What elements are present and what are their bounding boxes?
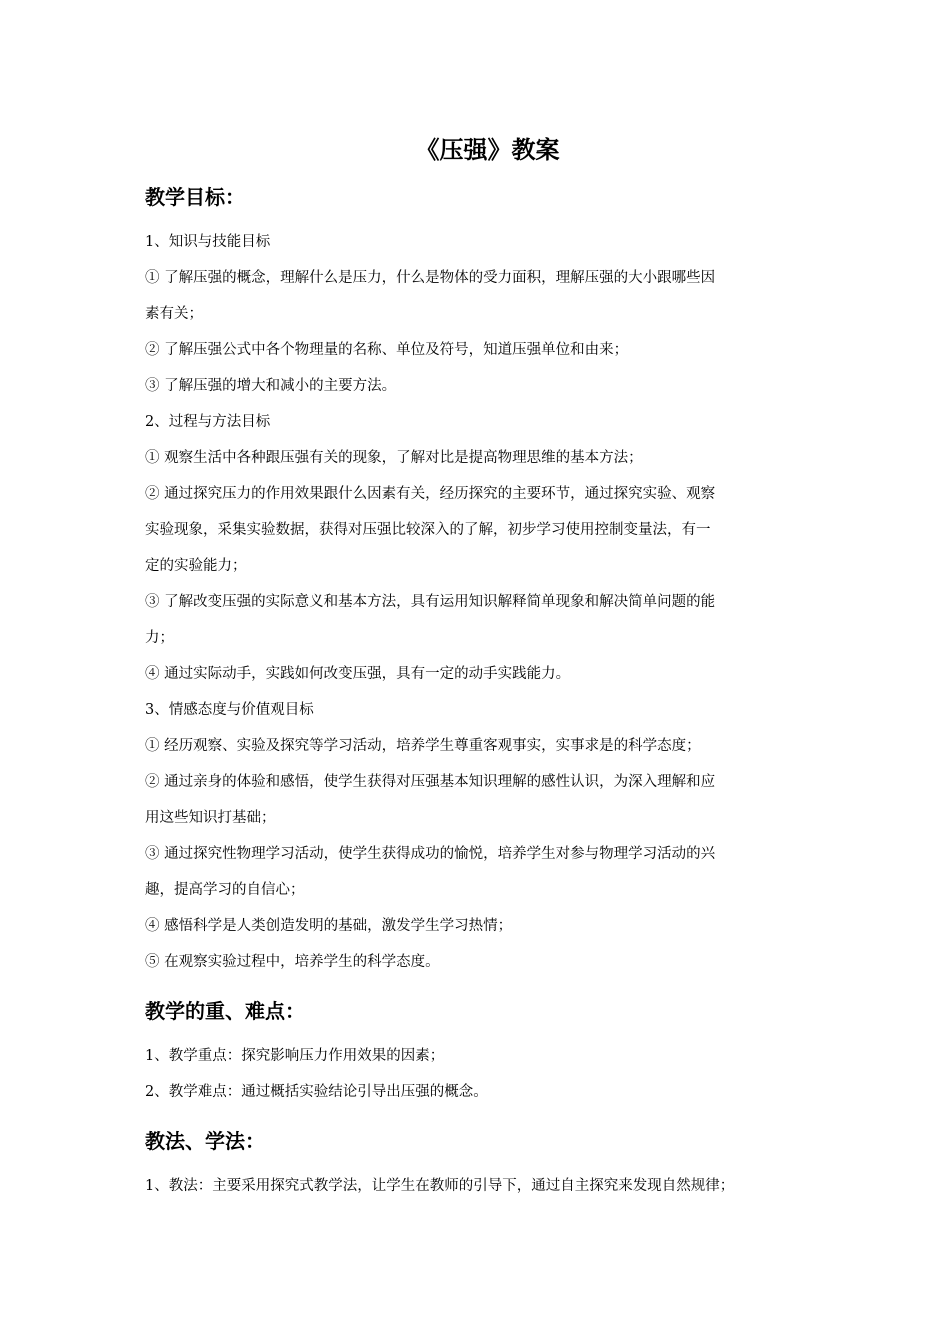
section-heading: 教法、学法： xyxy=(145,1129,265,1153)
paragraph xyxy=(145,656,810,692)
paragraph xyxy=(145,836,810,908)
paragraph xyxy=(145,368,810,404)
text-line: ② 了解压强公式中各个物理量的名称、单位及符号，知道压强单位和由来； xyxy=(145,342,629,358)
paragraph xyxy=(145,260,810,332)
text-line: ④ 感悟科学是人类创造发明的基础，激发学生学习热情； xyxy=(145,918,513,934)
paragraph xyxy=(145,476,810,584)
paragraph xyxy=(145,440,810,476)
document-body xyxy=(145,182,810,1204)
paragraph xyxy=(145,728,810,764)
paragraph xyxy=(145,224,810,260)
paragraph xyxy=(145,332,810,368)
text-line: ① 观察生活中各种跟压强有关的现象，了解对比是提高物理思维的基本方法； xyxy=(145,450,643,466)
text-line: 实验现象，采集实验数据，获得对压强比较深入的了解，初步学习使用控制变量法，有一 xyxy=(145,522,711,538)
paragraph xyxy=(145,404,810,440)
text-line: ② 通过探究压力的作用效果跟什么因素有关，经历探究的主要环节，通过探究实验、观察 xyxy=(145,486,716,502)
paragraph xyxy=(145,908,810,944)
text-line: 用这些知识打基础； xyxy=(145,810,276,826)
text-line: 趣，提高学习的自信心； xyxy=(145,882,305,898)
text-line: ③ 了解压强的增大和减小的主要方法。 xyxy=(145,378,397,394)
paragraph xyxy=(145,1038,810,1074)
document-page xyxy=(145,130,810,1204)
section-heading: 教学目标： xyxy=(145,185,245,209)
text-line: 力； xyxy=(145,630,174,646)
text-line: ① 经历观察、实验及探究等学习活动，培养学生尊重客观事实，实事求是的科学态度； xyxy=(145,738,701,754)
section-heading: 教学的重、难点： xyxy=(145,999,305,1023)
text-line: ③ 了解改变压强的实际意义和基本方法，具有运用知识解释简单现象和解决简单问题的能 xyxy=(145,594,716,610)
text-line: ③ 通过探究性物理学习活动，使学生获得成功的愉悦，培养学生对参与物理学习活动的兴 xyxy=(145,846,716,862)
paragraph xyxy=(145,584,810,656)
paragraph xyxy=(145,764,810,836)
text-line: ④ 通过实际动手，实践如何改变压强，具有一定的动手实践能力。 xyxy=(145,666,571,682)
text-line: ⑤ 在观察实验过程中，培养学生的科学态度。 xyxy=(145,954,440,970)
text-line: ① 了解压强的概念，理解什么是压力，什么是物体的受力面积，理解压强的大小跟哪些因 xyxy=(145,270,716,286)
paragraph xyxy=(145,1074,810,1110)
text-line: 1、教学重点：探究影响压力作用效果的因素； xyxy=(145,1048,445,1064)
paragraph xyxy=(145,1168,810,1204)
document-title: 《压强》教案 xyxy=(415,136,560,164)
text-line: 1、知识与技能目标 xyxy=(145,234,271,250)
text-line: 定的实验能力； xyxy=(145,558,247,574)
text-line: 2、过程与方法目标 xyxy=(145,414,271,430)
text-line: 3、情感态度与价值观目标 xyxy=(145,702,314,718)
text-line: ② 通过亲身的体验和感悟，使学生获得对压强基本知识理解的感性认识，为深入理解和应 xyxy=(145,774,716,790)
paragraph xyxy=(145,692,810,728)
text-line: 素有关； xyxy=(145,306,203,322)
text-line: 2、教学难点：通过概括实验结论引导出压强的概念。 xyxy=(145,1084,488,1100)
text-line: 1、教法：主要采用探究式教学法，让学生在教师的引导下，通过自主探究来发现自然规律； xyxy=(145,1178,735,1194)
paragraph xyxy=(145,944,810,980)
